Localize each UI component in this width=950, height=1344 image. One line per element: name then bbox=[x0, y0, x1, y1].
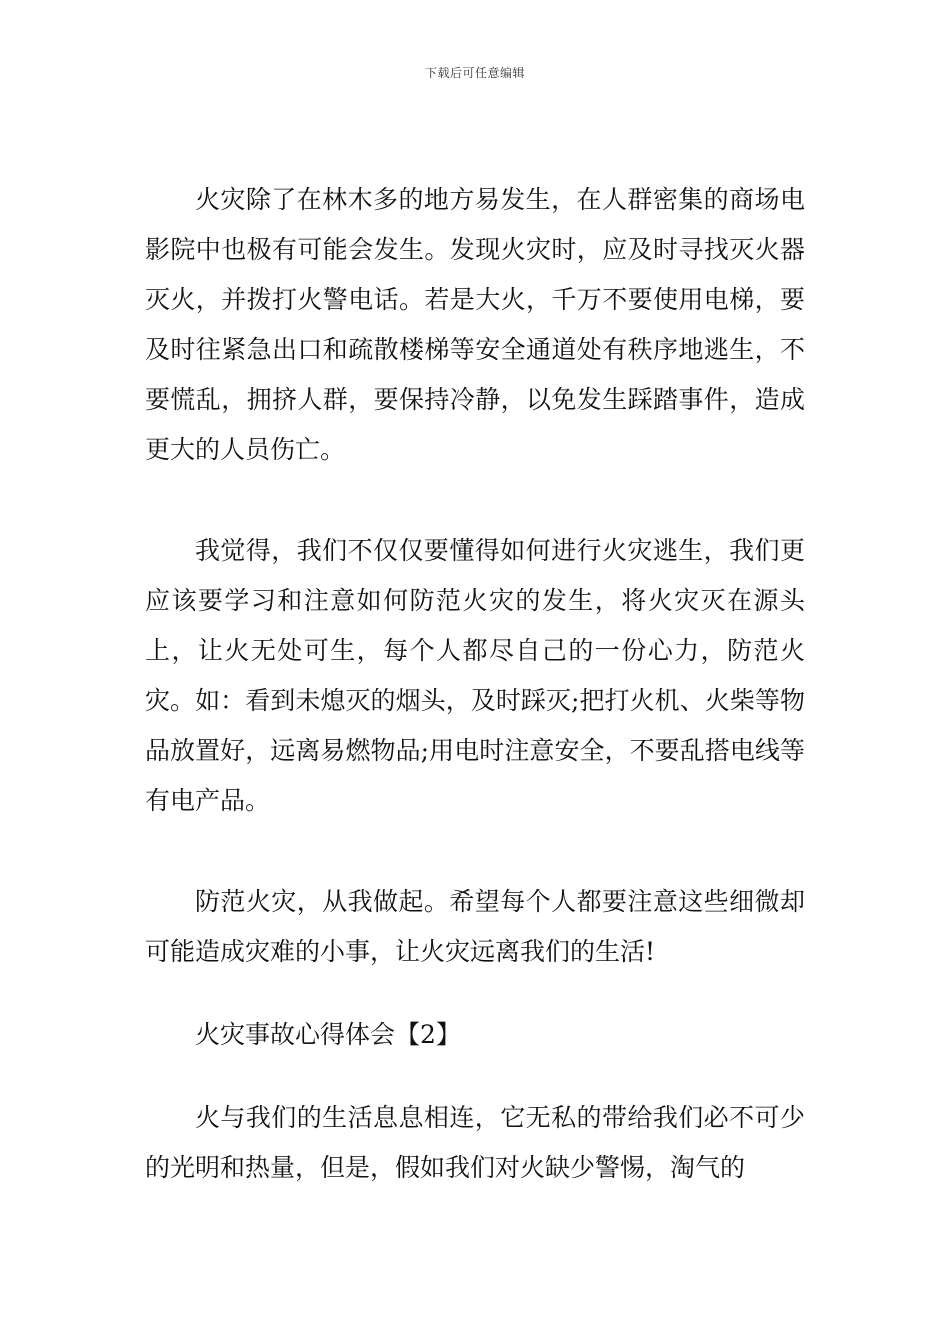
paragraph-3: 防范火灾，从我做起。希望每个人都要注意这些细微却可能造成灾难的小事，让火灾远离我们的生活! bbox=[145, 887, 805, 966]
paragraph-4: 火与我们的生活息息相连，它无私的带给我们必不可少的光明和热量，但是，假如我们对火缺少警惕，淘气的 bbox=[145, 1103, 805, 1182]
section-heading: 火灾事故心得体会【2】 bbox=[195, 1020, 461, 1049]
paragraph-gap bbox=[145, 1060, 805, 1093]
paragraph-gap bbox=[145, 475, 805, 526]
document-body bbox=[145, 175, 805, 1193]
paragraph-gap bbox=[145, 977, 805, 1010]
page-header: 下载后可任意编辑 bbox=[424, 66, 525, 80]
paragraph-gap bbox=[145, 826, 805, 877]
paragraph-1: 火灾除了在林木多的地方易发生，在人群密集的商场电影院中也极有可能会发生。发现火灾时，应及时寻找灭火器灭火，并拨打火警电话。若是大火，千万不要使用电梯，要及时往紧急出口和疏散楼梯等安全通道处有秩序地逃生，不要慌乱，拥挤人群，要保持冷静，以免发生踩踏事件，造成更大的人员伤亡。 bbox=[145, 185, 805, 464]
paragraph-2: 我觉得，我们不仅仅要懂得如何进行火灾逃生，我们更应该要学习和注意如何防范火灾的发生，将火灾灭在源头上，让火无处可生，每个人都尽自己的一份心力，防范火灾。如：看到未熄灭的烟头，及时踩灭;把打火机、火柴等物品放置好，远离易燃物品;用电时注意安全，不要乱搭电线等有电产品。 bbox=[145, 536, 805, 815]
